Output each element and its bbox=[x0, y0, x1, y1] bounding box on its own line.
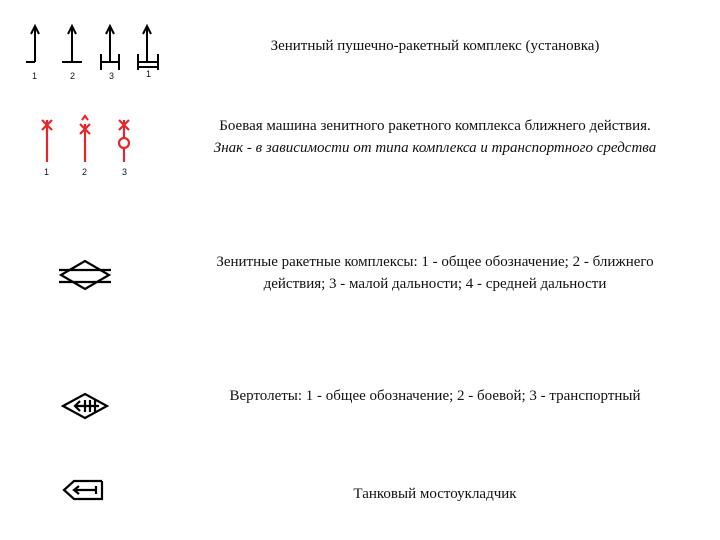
symbol-number: 1 bbox=[44, 167, 50, 177]
symbol-number: 1 bbox=[146, 69, 152, 79]
row-gun-missile-complex bbox=[0, 0, 720, 95]
symbol-number: 1 bbox=[32, 71, 38, 81]
helicopter-icon bbox=[55, 388, 115, 424]
row-description: Танковый мостоукладчик bbox=[353, 486, 517, 502]
row-description: Вертолеты: 1 - общее обозначение; 2 - боевой; 3 - транспортный bbox=[229, 388, 641, 404]
row-description bbox=[205, 115, 665, 159]
symbol-number: 3 bbox=[109, 71, 115, 81]
row-description: Зенитный пушечно-ракетный комплекс (установка) bbox=[270, 38, 600, 54]
row-tank-bridge-layer bbox=[0, 470, 720, 530]
row-sam-complex bbox=[0, 235, 720, 330]
symbol-number: 2 bbox=[82, 167, 88, 177]
tank-bridge-layer-icon bbox=[58, 476, 108, 506]
row-short-range-sam-vehicle bbox=[0, 95, 720, 195]
short-range-sam-vehicle-icon bbox=[30, 110, 150, 170]
symbol-number: 2 bbox=[70, 71, 76, 81]
row-helicopters bbox=[0, 370, 720, 445]
row-description: Зенитные ракетные комплексы: 1 - общее обозначение; 2 - ближнего действия; 3 - малой дальности; 4 - средней дальности bbox=[216, 254, 654, 292]
sam-complex-icon bbox=[55, 255, 115, 295]
row-description-main: Боевая машина зенитного ракетного комплекса ближнего действия. bbox=[219, 118, 651, 134]
row-description-italic: Знак - в зависимости от типа комплекса и транспортного средства bbox=[213, 140, 657, 156]
symbol-number: 3 bbox=[122, 167, 128, 177]
